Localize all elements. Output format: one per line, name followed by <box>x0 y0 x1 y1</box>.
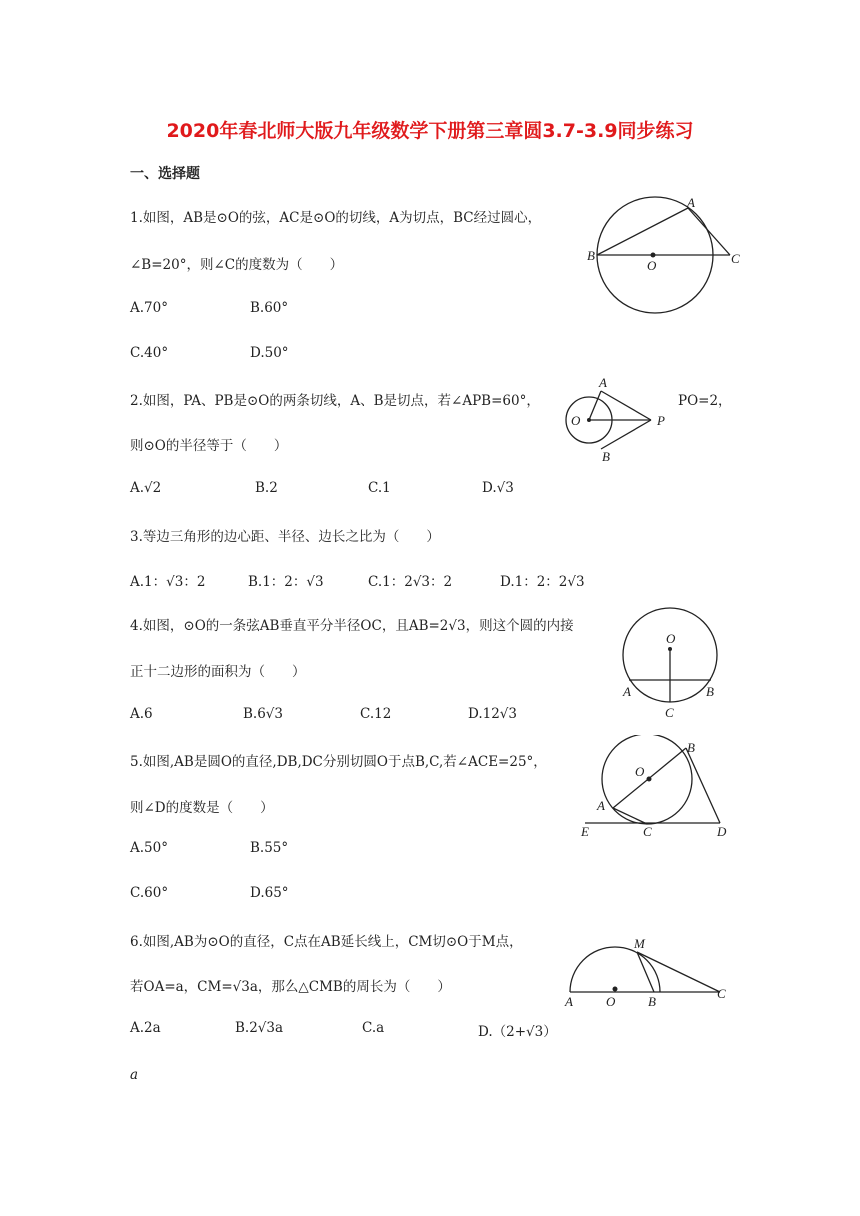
q2-label-b: B <box>602 449 610 463</box>
q2-option-a: A.√2 <box>130 480 162 496</box>
q4-label-a: A <box>623 684 631 699</box>
q2-stem-line1: 2.如图，PA、PB是⊙O的两条切线，A、B是切点，若∠APB=60°， <box>130 393 540 409</box>
q6-label-b: B <box>648 994 656 1009</box>
q1-label-c: C <box>731 251 740 266</box>
q3-option-a: A.1：√3：2 <box>130 574 206 590</box>
q4-option-d: D.12√3 <box>468 706 518 722</box>
q3-option-b: B.1：2：√3 <box>248 574 324 590</box>
q5-label-c: C <box>643 824 652 839</box>
q4-stem-line1: 4.如图，⊙O的一条弦AB垂直平分半径OC，且AB=2√3，则这个圆的内接 <box>130 618 574 634</box>
q1-option-b: B.60° <box>250 300 289 316</box>
q3-option-d: D.1：2：2√3 <box>500 574 585 590</box>
q4-stem-line2: 正十二边形的面积为（ ） <box>130 664 306 680</box>
q5-label-d: D <box>717 824 727 839</box>
q5-label-b: B <box>687 740 695 755</box>
q3-stem: 3.等边三角形的边心距、半径、边长之比为（ ） <box>130 529 440 545</box>
q6-stem-line2: 若OA=a，CM=√3a，那么△CMB的周长为（ ） <box>130 979 451 995</box>
page-title: 2020年春北师大版九年级数学下册第三章圆3.7-3.9同步练习 <box>166 120 694 142</box>
q4-label-b: B <box>706 684 714 699</box>
q6-option-a: A.2a <box>130 1020 161 1036</box>
q1-label-o: O <box>647 258 657 273</box>
q4-label-o: O <box>666 631 676 646</box>
q6-option-b: B.2√3a <box>235 1020 284 1036</box>
q6-label-a: A <box>565 994 573 1009</box>
q6-label-o: O <box>606 994 616 1009</box>
q1-stem-line2: ∠B=20°，则∠C的度数为（ ） <box>130 257 344 273</box>
q1-option-a: A.70° <box>130 300 168 316</box>
q4-option-c: C.12 <box>360 706 392 722</box>
q2-label-o: O <box>571 413 581 428</box>
q1-label-a: A <box>687 195 695 210</box>
q2-stem-line2: 则⊙O的半径等于（ ） <box>130 438 288 454</box>
q5-stem-line2: 则∠D的度数是（ ） <box>130 800 274 816</box>
q6-option-d: D.（2+√3） <box>478 1024 557 1040</box>
q1-stem-line1: 1.如图，AB是⊙O的弦，AC是⊙O的切线，A为切点，BC经过圆心， <box>130 210 542 226</box>
q4-option-a: A.6 <box>130 706 153 722</box>
section-heading: 一、选择题 <box>130 166 200 182</box>
q6-label-m: M <box>634 936 645 951</box>
q2-label-p: P <box>657 413 665 428</box>
q2-figure <box>565 375 685 463</box>
q5-label-a: A <box>597 798 605 813</box>
q3-option-c: C.1：2√3：2 <box>368 574 453 590</box>
q6-option-c: C.a <box>362 1020 385 1036</box>
q6-option-d-cont: a <box>130 1067 139 1083</box>
q6-figure <box>560 935 730 1010</box>
q5-label-e: E <box>581 824 589 839</box>
q5-option-c: C.60° <box>130 885 169 901</box>
q1-option-c: C.40° <box>130 345 169 361</box>
q6-stem-line1: 6.如图,AB为⊙O的直径，C点在AB延长线上，CM切⊙O于M点， <box>130 934 523 950</box>
q1-label-b: B <box>587 248 595 263</box>
q2-option-d: D.√3 <box>482 480 514 496</box>
q4-label-c: C <box>665 705 674 720</box>
q5-figure <box>575 735 735 840</box>
q6-label-c: C <box>717 986 726 1001</box>
q2-option-b: B.2 <box>255 480 278 496</box>
q5-option-d: D.65° <box>250 885 289 901</box>
q5-option-b: B.55° <box>250 840 289 856</box>
q5-stem-line1: 5.如图,AB是圆O的直径,DB,DC分别切圆O于点B,C,若∠ACE=25°， <box>130 754 547 770</box>
q4-option-b: B.6√3 <box>243 706 283 722</box>
q1-figure <box>585 195 750 315</box>
q5-option-a: A.50° <box>130 840 168 856</box>
q1-option-d: D.50° <box>250 345 289 361</box>
q4-figure <box>615 605 725 720</box>
q2-label-a: A <box>599 375 607 390</box>
q5-label-o: O <box>635 764 645 779</box>
q2-option-c: C.1 <box>368 480 391 496</box>
q2-stem-po: PO=2， <box>678 393 732 409</box>
